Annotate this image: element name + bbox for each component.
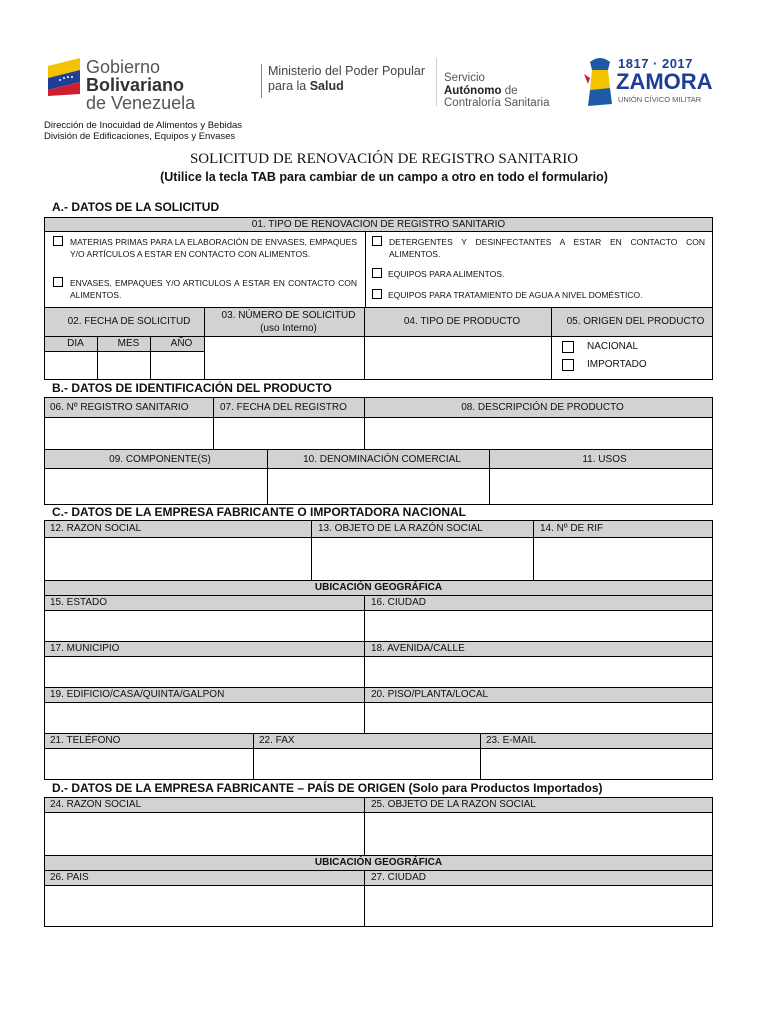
f27-field[interactable]: [365, 886, 712, 926]
f24-label: 24. RAZON SOCIAL: [50, 799, 142, 810]
zamora-name: ZAMORA: [616, 69, 713, 94]
f12-label: 12. RAZON SOCIAL: [50, 523, 142, 534]
f18-field[interactable]: [365, 657, 712, 687]
f23-field[interactable]: [481, 749, 712, 779]
f10-field[interactable]: [268, 469, 489, 504]
header-divider: [261, 64, 262, 98]
gobierno-bolivariano-logo: [46, 56, 256, 113]
f06-field[interactable]: [45, 418, 213, 449]
f09-label: 09. COMPONENTE(S): [109, 454, 211, 465]
importado-label: IMPORTADO: [587, 359, 647, 370]
option-equipos-agua[interactable]: [372, 289, 705, 301]
sacs-de: de: [504, 84, 518, 97]
f07-field[interactable]: [214, 418, 364, 449]
divider: [364, 596, 365, 733]
f27-label: 27. CIUDAD: [371, 872, 427, 883]
numero-solicitud-field[interactable]: [205, 337, 364, 379]
dia-field[interactable]: [45, 352, 97, 379]
checkbox-detergentes[interactable]: [372, 236, 382, 246]
f09-field[interactable]: [45, 469, 267, 504]
sacs-autonomo: Autónomo: [444, 84, 502, 97]
f07-label: 07. FECHA DEL REGISTRO: [220, 402, 347, 413]
option-envases[interactable]: [53, 277, 357, 300]
mes-label: MES: [117, 338, 140, 349]
option-materias-primas-label: MATERIAS PRIMAS PARA LA ELABORACIÓN DE ENVASES, EMPAQUES Y/O ARTÍCULOS A ESTAR EN CONTACTO CON ALIMENTOS.: [70, 237, 357, 259]
f18-label: 18. AVENIDA/CALLE: [371, 643, 465, 654]
f21-field[interactable]: [45, 749, 253, 779]
checkbox-equipos-agua[interactable]: [372, 289, 382, 299]
f15-field[interactable]: [45, 611, 364, 641]
option-detergentes[interactable]: [372, 236, 705, 259]
gobierno-text: Gobierno: [86, 57, 161, 77]
option-detergentes-label: DETERGENTES Y DESINFECTANTES A ESTAR EN CONTACTO CON ALIMENTOS.: [389, 237, 705, 259]
checkbox-importado[interactable]: [562, 359, 574, 371]
f15-label: 15. ESTADO: [50, 597, 108, 608]
section-c-title: C.- DATOS DE LA EMPRESA FABRICANTE O IMPORTADORA NACIONAL: [52, 505, 466, 519]
f13-field[interactable]: [312, 538, 533, 580]
option-equipos-agua-label: EQUIPOS PARA TRATAMIENTO DE AGUA A NIVEL DOMÉSTICO.: [388, 290, 643, 300]
page-title: SOLICITUD DE RENOVACIÓN DE REGISTRO SANITARIO: [189, 151, 579, 167]
origen-producto-label: 05. ORIGEN DEL PRODUCTO: [566, 316, 705, 327]
f10-label: 10. DENOMINACIÓN COMERCIAL: [303, 454, 461, 465]
checkbox-equipos-alimentos[interactable]: [372, 268, 382, 278]
bolivariano-text: Bolivariano: [86, 75, 185, 95]
ministry-line1: Ministerio del Poder Popular: [268, 64, 426, 78]
option-materias-primas[interactable]: [53, 236, 357, 259]
sacs-line3: Contraloría Sanitaria: [444, 97, 550, 109]
fecha-solicitud-label: 02. FECHA DE SOLICITUD: [67, 316, 191, 327]
f23-label: 23. E-MAIL: [486, 735, 537, 746]
sacs-label: [444, 72, 549, 110]
f08-label: 08. DESCRIPCIÓN DE PRODUCTO: [461, 402, 624, 413]
zamora-logo: [582, 54, 713, 108]
direction-line1: Dirección de Inocuidad de Alimentos y Bebidas: [44, 120, 243, 131]
f19-label: 19. EDIFICIO/CASA/QUINTA/GALPON: [50, 689, 225, 700]
divider: [365, 232, 366, 307]
f22-field[interactable]: [254, 749, 480, 779]
f19-field[interactable]: [45, 703, 364, 733]
f16-label: 16. CIUDAD: [371, 597, 427, 608]
zamora-years: 1817 · 2017: [618, 56, 693, 71]
venezuela-text: de Venezuela: [86, 93, 196, 113]
f25-label: 25. OBJETO DE LA RAZON SOCIAL: [371, 799, 536, 810]
option-envases-label: ENVASES, EMPAQUES Y/O ARTICULOS A ESTAR EN CONTACTO CON ALIMENTOS.: [70, 278, 357, 300]
section-b-title: B.- DATOS DE IDENTIFICACIÓN DEL PRODUCTO: [52, 381, 332, 395]
nacional-label: NACIONAL: [587, 341, 639, 352]
checkbox-nacional[interactable]: [562, 341, 574, 353]
f12-field[interactable]: [45, 538, 311, 580]
zamora-sub: UNIÓN CÍVICO MILITAR: [618, 95, 702, 104]
f20-field[interactable]: [365, 703, 712, 733]
f11-field[interactable]: [490, 469, 712, 504]
direction-line2: División de Edificaciones, Equipos y Envases: [44, 131, 236, 142]
numero-solicitud-label: [205, 308, 372, 336]
f26-label: 26. PAIS: [50, 872, 89, 883]
direction-block: [44, 120, 242, 142]
divider: [551, 308, 552, 380]
f06-label: 06. Nº REGISTRO SANITARIO: [50, 402, 189, 413]
row-bg: [45, 734, 712, 748]
f26-field[interactable]: [45, 886, 364, 926]
section-d-title: D.- DATOS DE LA EMPRESA FABRICANTE – PAÍS DE ORIGEN (Solo para Productos Importados): [52, 781, 603, 795]
header-divider-2: [436, 58, 437, 106]
ubicacion-d-header: UBICACIÓN GEOGRÁFICA: [45, 856, 712, 870]
page-subtitle: (Utilice la tecla TAB para cambiar de un campo a otro en todo el formulario): [160, 170, 608, 184]
f08-field[interactable]: [365, 418, 712, 449]
f13-label: 13. OBJETO DE LA RAZÓN SOCIAL: [318, 523, 483, 534]
ministry-label: [268, 64, 425, 94]
f14-label: 14. Nº DE RIF: [540, 523, 604, 534]
ubicacion-c-header: UBICACIÓN GEOGRÁFICA: [45, 581, 712, 595]
f21-label: 21. TELÉFONO: [50, 735, 121, 746]
checkbox-materias-primas[interactable]: [53, 236, 63, 246]
tipo-renovacion-header: 01. TIPO DE RENOVACION DE REGISTRO SANITARIO: [45, 218, 712, 232]
f11-label: 11. USOS: [582, 454, 627, 465]
f16-field[interactable]: [365, 611, 712, 641]
f14-field[interactable]: [534, 538, 712, 580]
tipo-producto-field[interactable]: [365, 337, 551, 379]
f17-field[interactable]: [45, 657, 364, 687]
f25-field[interactable]: [365, 813, 712, 855]
f24-field[interactable]: [45, 813, 364, 855]
ministry-line2a: para la: [268, 79, 307, 93]
section-a-title: A.- DATOS DE LA SOLICITUD: [52, 200, 220, 214]
mes-field[interactable]: [98, 352, 150, 379]
f17-label: 17. MUNICIPIO: [50, 643, 120, 654]
zamora-figure-icon: [582, 54, 618, 108]
numero-solicitud-line2: (uso Interno): [260, 323, 317, 334]
option-equipos-alimentos[interactable]: [372, 268, 705, 280]
anio-label: AÑO: [170, 338, 193, 349]
option-equipos-alimentos-label: EQUIPOS PARA ALIMENTOS.: [388, 269, 505, 279]
numero-solicitud-line1: 03. NÚMERO DE SOLICITUD: [221, 310, 356, 321]
ministry-salud: Salud: [309, 79, 344, 93]
sacs-line1: Servicio: [444, 72, 485, 84]
f20-label: 20. PISO/PLANTA/LOCAL: [371, 689, 489, 700]
venezuela-flag-icon: [46, 56, 82, 96]
tipo-producto-label: 04. TIPO DE PRODUCTO: [403, 316, 521, 327]
checkbox-envases[interactable]: [53, 277, 63, 287]
anio-field[interactable]: [151, 352, 204, 379]
dia-label: DIA: [67, 338, 84, 349]
f22-label: 22. FAX: [259, 735, 295, 746]
